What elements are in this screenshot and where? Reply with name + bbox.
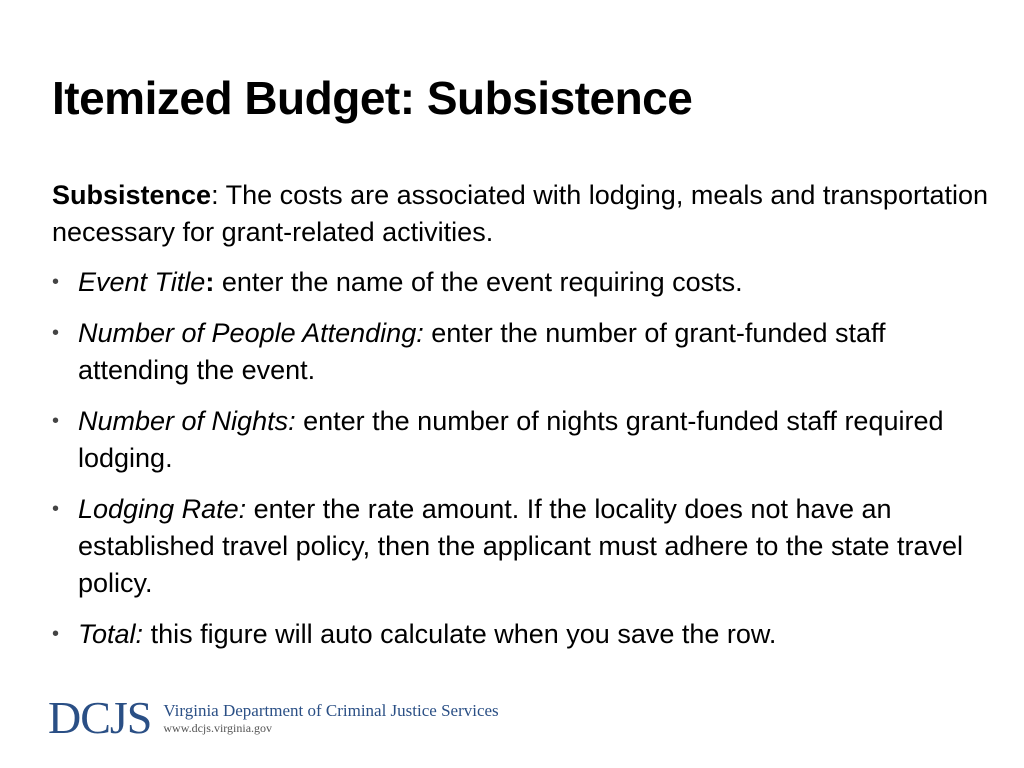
slide-body (52, 177, 992, 667)
bullet-term: Number of People Attending: (78, 318, 424, 348)
list-item (52, 264, 992, 301)
intro-term: Subsistence (52, 180, 212, 210)
logo-mark: DCJS (48, 692, 152, 743)
org-url: www.dcjs.virginia.gov (163, 721, 273, 735)
bullet-icon: • (52, 623, 60, 645)
bullet-text: enter the rate amount. If the locality does not have an established travel policy, then the applicant must adhere to the state travel policy. (78, 494, 964, 598)
bullet-icon: • (52, 271, 60, 293)
list-item (52, 616, 992, 653)
list-item (52, 491, 992, 602)
intro-paragraph (52, 177, 992, 251)
bullet-icon: • (52, 410, 60, 432)
bullet-term: Lodging Rate: (78, 494, 247, 524)
bullet-term-colon: : (205, 267, 215, 297)
bullet-text: enter the number of nights grant-funded staff required lodging. (78, 406, 944, 473)
list-item (52, 315, 992, 389)
bullet-list (52, 264, 992, 653)
bullet-term: Total: (78, 619, 144, 649)
slide-title: Itemized Budget: Subsistence (52, 72, 693, 124)
bullet-icon: • (52, 322, 60, 344)
logo-text (163, 701, 498, 735)
list-item (52, 403, 992, 477)
bullet-term: Event Title (78, 267, 206, 297)
bullet-term: Number of Nights: (78, 406, 296, 436)
bullet-text: this figure will auto calculate when you save the row. (143, 619, 777, 649)
bullet-text: enter the name of the event requiring costs. (214, 267, 743, 297)
bullet-text: enter the number of grant-funded staff attending the event. (78, 318, 886, 385)
dcjs-logo (48, 694, 499, 742)
org-name: Virginia Department of Criminal Justice Services (163, 701, 499, 720)
bullet-icon: • (52, 498, 60, 520)
intro-text: : The costs are associated with lodging, meals and transportation necessary for grant-related activities. (52, 180, 988, 247)
